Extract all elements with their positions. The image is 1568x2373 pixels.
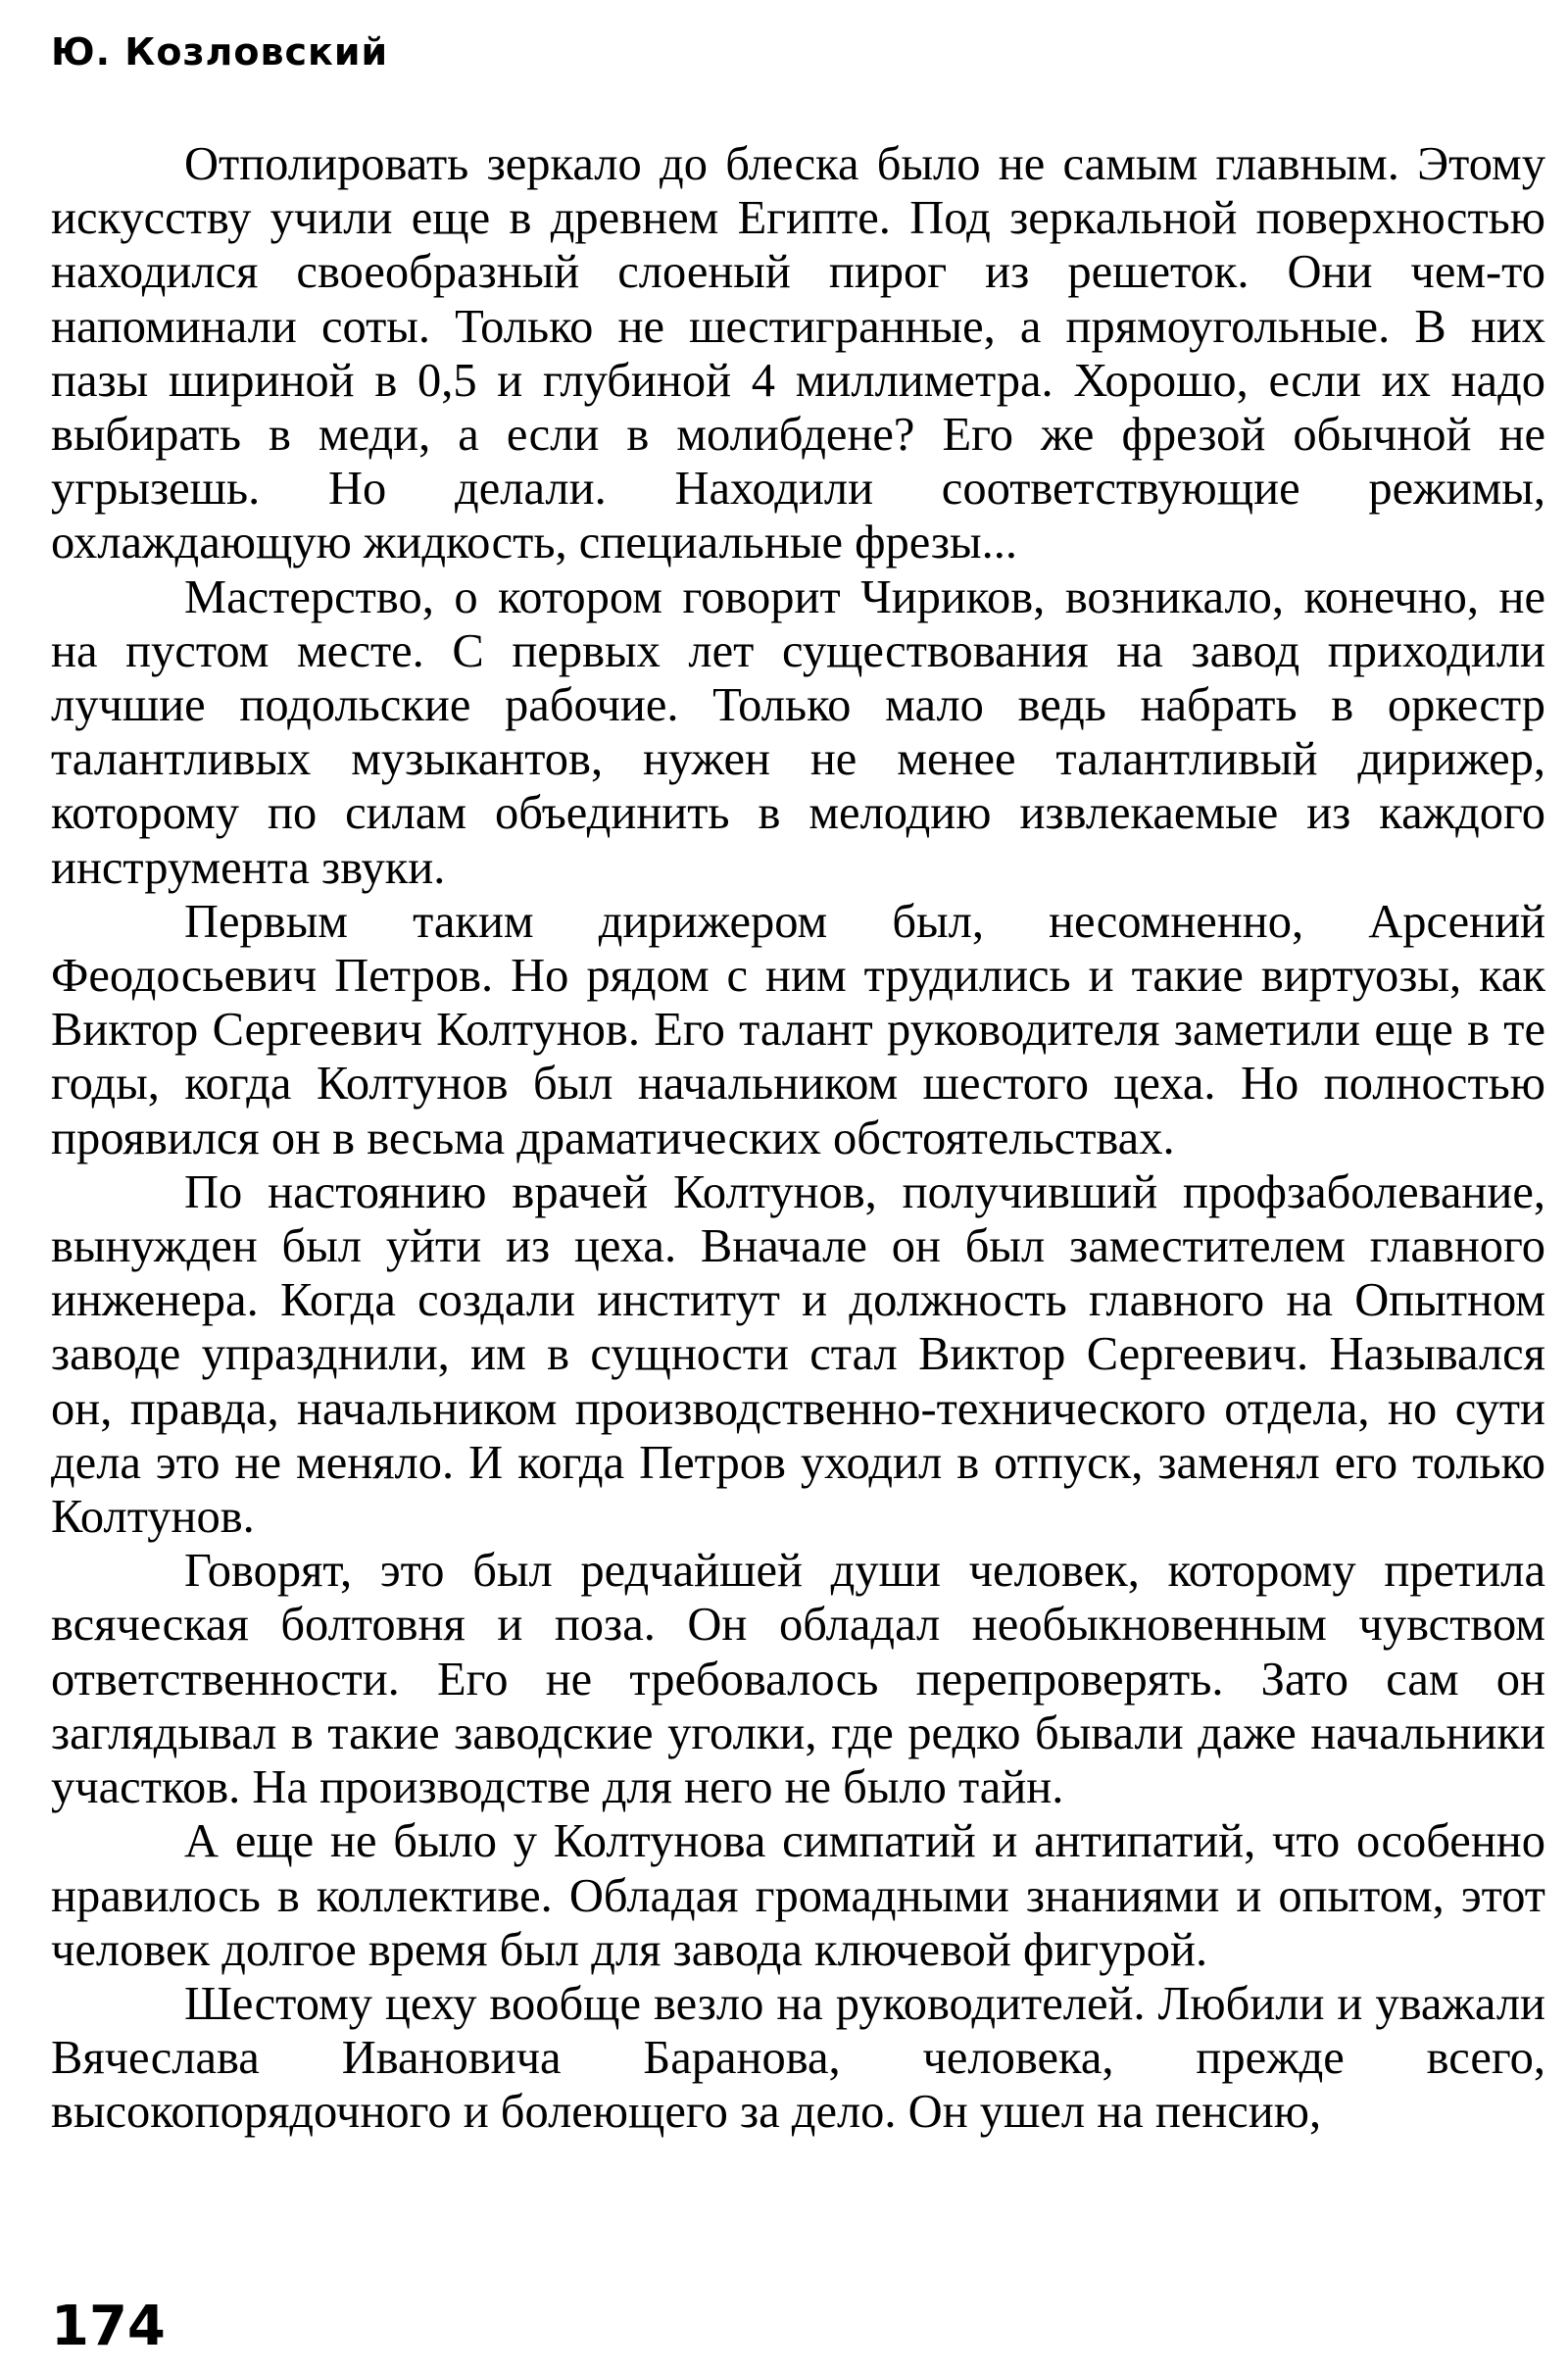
running-title: Ю. Козловский: [51, 30, 389, 74]
paragraph: А еще не было у Колтунова симпатий и антипатий, что особенно нравилось в коллективе. Обладая громадными знаниями и опытом, этот человек долгое время был для завода ключевой фигурой.: [51, 1815, 1545, 1976]
paragraph: По настоянию врачей Колтунов, получивший профзаболевание, вынужден был уйти из цеха. Вначале он был заместителем главного инженера. Когда создали институт и должность главного на Опытном заводе упразднили, им в сущности стал Виктор Сергеевич. Назывался он, правда, начальником производственно-технического отдела, но сути дела это не меняло. И когда Петров уходил в отпуск, заменял его только Колтунов.: [51, 1165, 1545, 1544]
page-number: 174: [51, 2295, 166, 2358]
paragraph: Шестому цеху вообще везло на руководителей. Любили и уважали Вячеслава Ивановича Баранова, человека, прежде всего, высокопорядочного и болеющего за дело. Он ушел на пенсию,: [51, 1977, 1545, 2139]
paragraph: Мастерство, о котором говорит Чириков, возникало, конечно, не на пустом месте. С первых лет существования на завод приходили лучшие подольские рабочие. Только мало ведь набрать в оркестр талантливых музыкантов, нужен не менее талантливый дирижер, которому по силам объединить в мелодию извлекаемые из каждого инструмента звуки.: [51, 570, 1545, 894]
paragraph: Отполировать зеркало до блеска было не самым главным. Этому искусству учили еще в древнем Египте. Под зеркальной поверхностью находился своеобразный слоеный пирог из решеток. Они чем-то напоминали соты. Только не шестигранные, а прямоугольные. В них пазы шириной в 0,5 и глубиной 4 миллиметра. Хорошо, если их надо выбирать в меди, а если в молибдене? Его же фрезой обычной не угрызешь. Но делали. Находили соответствующие режимы, охлаждающую жидкость, специальные фрезы...: [51, 138, 1545, 569]
paragraph: Говорят, это был редчайшей души человек, которому претила всяческая болтовня и поза. Он обладал необыкновенным чувством ответственности. Его не требовалось перепроверять. Зато сам он заглядывал в такие заводские уголки, где редко бывали даже начальники участков. На производстве для него не было тайн.: [51, 1545, 1545, 1814]
body-text: [51, 137, 1545, 2140]
paragraph: Первым таким дирижером был, несомненно, Арсений Феодосьевич Петров. Но рядом с ним трудились и такие виртуозы, как Виктор Сергеевич Колтунов. Его талант руководителя заметили еще в те годы, когда Колтунов был начальником шестого цеха. Но полностью проявился он в весьма драматических обстоятельствах.: [51, 895, 1545, 1164]
